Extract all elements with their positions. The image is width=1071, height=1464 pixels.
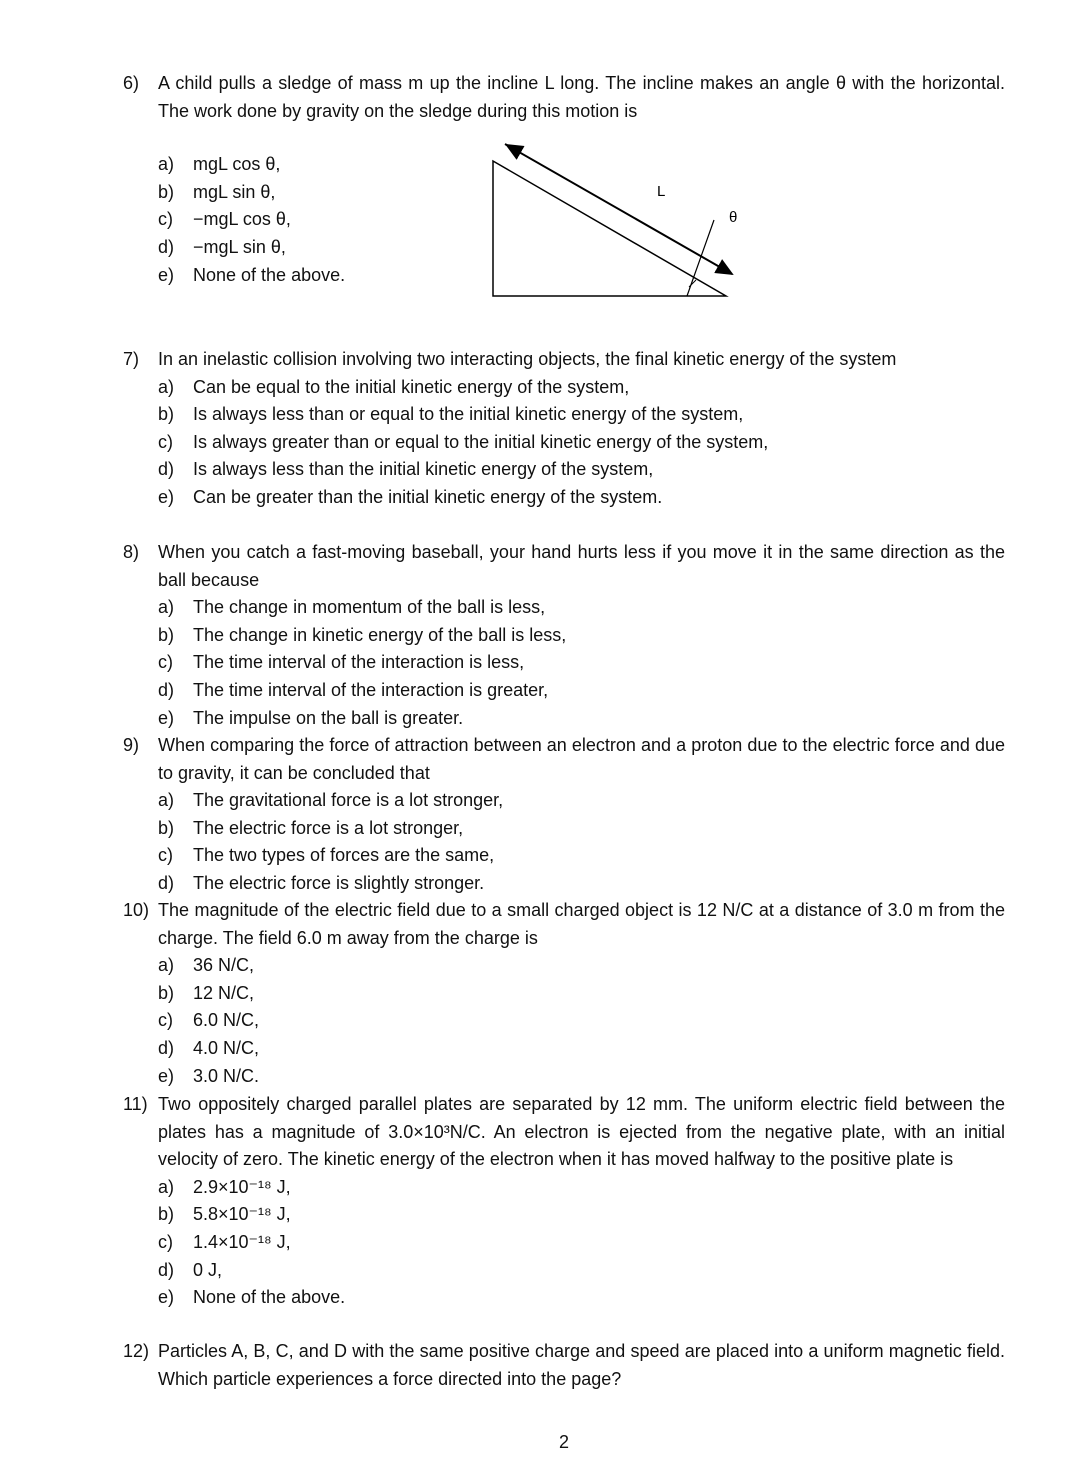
answer-option bbox=[158, 649, 1005, 677]
question-10 bbox=[123, 897, 1005, 1090]
option-text: 4.0 N/C, bbox=[193, 1037, 260, 1058]
question-stem: The magnitude of the electric field due to a small charged object is 12 N/C at a distance of 3.0 m from the charge. The field 6.0 m away from the charge is bbox=[158, 900, 1005, 948]
option-label: e) bbox=[158, 1287, 175, 1308]
question-stem: Particles A, B, C, and D with the same positive charge and speed are placed into a uniform magnetic field. Which particle experiences a force directed into the page? bbox=[158, 1341, 1005, 1389]
option-label: b) bbox=[158, 404, 175, 425]
option-text: 5.8×10⁻¹⁸ J, bbox=[193, 1204, 291, 1225]
option-text: The impulse on the ball is greater. bbox=[193, 707, 464, 728]
option-text: Is always greater than or equal to the initial kinetic energy of the system, bbox=[193, 431, 769, 452]
question-number: 7) bbox=[123, 349, 140, 369]
option-label: e) bbox=[158, 486, 175, 507]
option-label: b) bbox=[158, 1204, 175, 1225]
option-label: d) bbox=[158, 1037, 175, 1058]
page-number: 2 bbox=[559, 1432, 570, 1452]
option-list bbox=[123, 787, 1005, 897]
option-text: mgL cos θ, bbox=[193, 154, 281, 175]
option-label: a) bbox=[158, 955, 175, 976]
answer-option bbox=[158, 1257, 1005, 1285]
option-text: Is always less than or equal to the initial kinetic energy of the system, bbox=[193, 404, 744, 425]
option-label: c) bbox=[158, 1010, 173, 1031]
option-list bbox=[123, 952, 1005, 1090]
option-label: a) bbox=[158, 597, 175, 618]
option-text: The time interval of the interaction is greater, bbox=[193, 679, 549, 700]
option-text: Can be equal to the initial kinetic energy of the system, bbox=[193, 376, 630, 397]
answer-option bbox=[158, 705, 1005, 733]
answer-option bbox=[158, 815, 1005, 843]
option-text: The time interval of the interaction is less, bbox=[193, 652, 525, 673]
incline-diagram bbox=[480, 130, 760, 310]
option-label: b) bbox=[158, 181, 175, 202]
option-label: c) bbox=[158, 652, 173, 673]
answer-option bbox=[158, 374, 1005, 402]
option-text: 36 N/C, bbox=[193, 955, 255, 976]
angle-label: θ bbox=[729, 209, 738, 226]
option-label: c) bbox=[158, 431, 173, 452]
answer-option bbox=[158, 980, 1005, 1008]
option-label: b) bbox=[158, 817, 175, 838]
answer-option bbox=[158, 594, 1005, 622]
question-stem: When comparing the force of attraction between an electron and a proton due to the electric force and due to gravity, it can be concluded that bbox=[158, 735, 1005, 783]
option-label: d) bbox=[158, 679, 175, 700]
option-text: The gravitational force is a lot stronger, bbox=[193, 790, 504, 811]
answer-option bbox=[158, 1229, 1005, 1257]
option-text: 2.9×10⁻¹⁸ J, bbox=[193, 1176, 291, 1197]
question-number: 6) bbox=[123, 73, 140, 93]
option-label: d) bbox=[158, 459, 175, 480]
question-8 bbox=[123, 539, 1005, 732]
question-stem: Two oppositely charged parallel plates are separated by 12 mm. The uniform electric field between the plates has a magnitude of 3.0×10³N/C. An electron is ejected from the negative plate, with an initial velocity of zero. The kinetic energy of the electron when it has moved halfway to the positive plate is bbox=[158, 1094, 1005, 1170]
question-stem: When you catch a fast-moving baseball, your hand hurts less if you move it in the same direction as the ball because bbox=[158, 542, 1005, 590]
option-label: c) bbox=[158, 1231, 173, 1252]
question-number: 12) bbox=[123, 1341, 150, 1361]
option-text: 12 N/C, bbox=[193, 982, 255, 1003]
option-text: The electric force is a lot stronger, bbox=[193, 817, 464, 838]
answer-option bbox=[158, 1284, 1005, 1312]
option-label: d) bbox=[158, 1259, 175, 1280]
option-text: −mgL sin θ, bbox=[193, 236, 286, 257]
option-text: The change in kinetic energy of the ball is less, bbox=[193, 624, 567, 645]
answer-option bbox=[158, 1063, 1005, 1091]
answer-option bbox=[158, 952, 1005, 980]
answer-option bbox=[158, 870, 1005, 898]
option-label: b) bbox=[158, 982, 175, 1003]
option-list bbox=[123, 594, 1005, 732]
option-label: c) bbox=[158, 845, 173, 866]
option-label: a) bbox=[158, 154, 175, 175]
answer-option bbox=[158, 787, 1005, 815]
option-text: −mgL cos θ, bbox=[193, 209, 291, 230]
option-text: Is always less than the initial kinetic energy of the system, bbox=[193, 459, 654, 480]
answer-option bbox=[158, 1174, 1005, 1202]
question-stem: In an inelastic collision involving two interacting objects, the final kinetic energy of the system bbox=[158, 349, 897, 369]
option-text: mgL sin θ, bbox=[193, 181, 276, 202]
option-text: None of the above. bbox=[193, 264, 346, 285]
answer-option bbox=[158, 842, 1005, 870]
answer-option bbox=[158, 622, 1005, 650]
option-label: e) bbox=[158, 1065, 175, 1086]
option-text: The change in momentum of the ball is less, bbox=[193, 597, 546, 618]
option-text: None of the above. bbox=[193, 1287, 346, 1308]
question-9 bbox=[123, 732, 1005, 898]
option-text: 3.0 N/C. bbox=[193, 1065, 260, 1086]
option-text: 1.4×10⁻¹⁸ J, bbox=[193, 1231, 291, 1252]
answer-option bbox=[158, 456, 1005, 484]
option-list bbox=[123, 1174, 1005, 1312]
answer-option bbox=[158, 1007, 1005, 1035]
answer-option bbox=[158, 401, 1005, 429]
option-text: Can be greater than the initial kinetic energy of the system. bbox=[193, 486, 663, 507]
option-label: a) bbox=[158, 1176, 175, 1197]
question-stem: A child pulls a sledge of mass m up the incline L long. The incline makes an angle θ with the horizontal. The work done by gravity on the sledge during this motion is bbox=[158, 73, 1005, 121]
answer-option bbox=[158, 429, 1005, 457]
incline-triangle bbox=[493, 161, 726, 296]
option-text: The two types of forces are the same, bbox=[193, 845, 495, 866]
answer-option bbox=[158, 677, 1005, 705]
option-label: a) bbox=[158, 376, 175, 397]
question-12 bbox=[123, 1338, 1005, 1393]
option-label: d) bbox=[158, 872, 175, 893]
option-label: e) bbox=[158, 264, 175, 285]
length-label: L bbox=[657, 183, 666, 200]
answer-option bbox=[158, 1201, 1005, 1229]
option-list bbox=[123, 374, 1005, 512]
option-label: d) bbox=[158, 236, 175, 257]
answer-option bbox=[158, 1035, 1005, 1063]
option-text: 0 J, bbox=[193, 1259, 223, 1280]
answer-option bbox=[158, 484, 1005, 512]
option-label: a) bbox=[158, 790, 175, 811]
option-label: e) bbox=[158, 707, 175, 728]
question-number: 10) bbox=[123, 900, 150, 920]
question-number: 8) bbox=[123, 542, 140, 562]
option-label: b) bbox=[158, 624, 175, 645]
option-text: The electric force is slightly stronger. bbox=[193, 872, 485, 893]
question-number: 9) bbox=[123, 735, 140, 755]
option-label: c) bbox=[158, 209, 173, 230]
question-7 bbox=[123, 346, 1005, 512]
option-text: 6.0 N/C, bbox=[193, 1010, 260, 1031]
length-arrow bbox=[505, 144, 732, 274]
question-number: 11) bbox=[123, 1094, 148, 1114]
question-11 bbox=[123, 1091, 1005, 1312]
